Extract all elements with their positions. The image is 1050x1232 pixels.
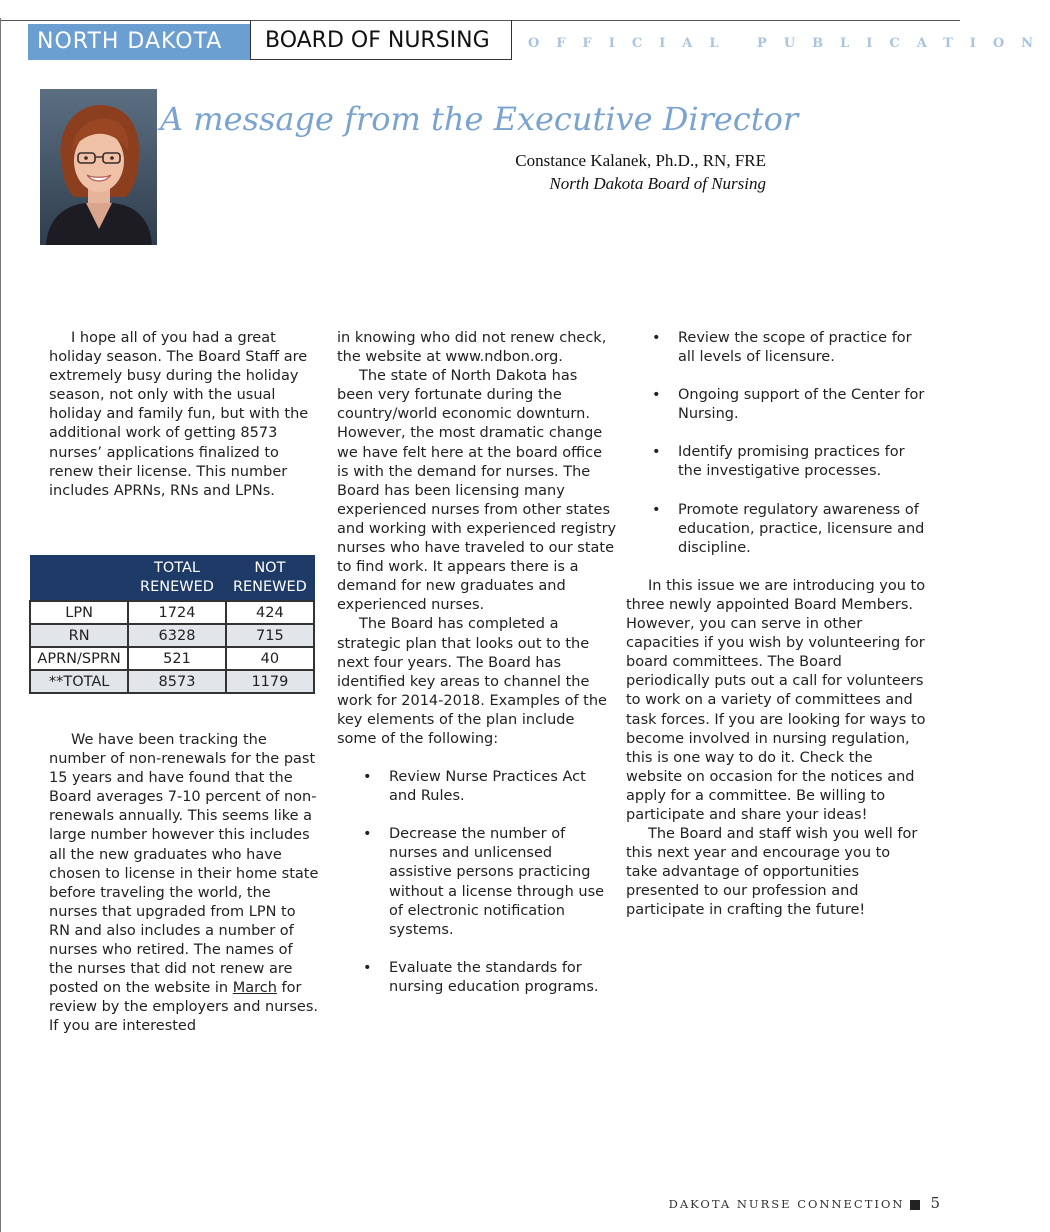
portrait-illustration [40,89,157,245]
list-item [626,501,926,558]
list-item-text: Promote regulatory awareness of education, practice, licensure and discipline. [678,501,925,556]
renewal-table [29,555,315,694]
article-title: A message from the Executive Director [160,100,799,138]
masthead-tagline: OFFICIAL PUBLICATION [528,36,1050,51]
paragraph-website: in knowing who did not renew check, the website at www.ndbon.org. [337,330,607,366]
bullet-icon: • [363,959,372,976]
list-item [337,825,617,940]
paragraph-nonrenewals-text: We have been tracking the number of non-renewals for the past 15 years and have found that the Board averages 7-10 percent of non-renewals annually. This seems like a large number however this includes all the new graduates who have chosen to license in their home state before traveling the world, the nurses that upgraded from LPN to RN and also includes a number of nurses who retired. The names of the nurses that did not renew are posted on the website in [49,732,319,997]
table-row [30,647,314,670]
table-row [30,601,314,624]
table-cell-license-type: **TOTAL [30,670,128,693]
bullet-icon: • [652,330,661,346]
table-header-blank [30,556,128,602]
list-item-text: Evaluate the standards for nursing education programs. [389,959,599,995]
table-cell-renewed: 1724 [128,601,226,624]
table-cell-not-renewed: 1179 [226,670,314,693]
list-item-text: Identify promising practices for the investigative processes. [678,444,905,480]
table-cell-not-renewed: 40 [226,647,314,670]
bullet-icon: • [652,387,661,404]
table-cell-license-type: LPN [30,601,128,624]
table-row [30,624,314,647]
publication-name: DAKOTA NURSE CONNECTION [668,1197,905,1211]
table-cell-renewed: 521 [128,647,226,670]
page-footer [640,1194,940,1212]
plan-list-1 [337,768,617,997]
table-cell-renewed: 6328 [128,624,226,647]
bullet-icon: • [652,444,661,461]
bullet-icon: • [363,826,372,843]
list-item [626,386,926,424]
page-number: 5 [930,1194,940,1212]
table-cell-not-renewed: 715 [226,624,314,647]
masthead-board: BOARD OF NURSING [250,20,512,60]
list-item [626,443,926,481]
list-item [337,768,617,806]
list-item-text: Ongoing support of the Center for Nursing. [678,387,925,423]
page-frame-left [0,18,1,1232]
march-link: March [232,980,277,997]
table-cell-not-renewed: 424 [226,601,314,624]
table-cell-license-type: RN [30,624,128,647]
paragraph-nonrenewals-end: for review by the employers and nurses. If you are interested [49,980,319,1035]
paragraph-intro: I hope all of you had a great holiday season. The Board Staff are extremely busy during the holiday season, not only with the usual holiday and family fun, but with the additional work of getting 8573 nurses’ applications finalized to renew their license. This number includes APRNs, RNs and LPNs. [49,330,309,499]
author-name: Constance Kalanek, Ph.D., RN, FRE [515,151,766,170]
table-header-total-renewed: TOTAL RENEWED [128,556,226,602]
article-byline [300,149,766,195]
author-portrait [40,89,157,245]
list-item-text: Review Nurse Practices Act and Rules. [389,769,586,805]
paragraph-economy: The state of North Dakota has been very fortunate during the country/world economic downturn. However, the most dramatic change we have felt here at the board office is with the demand for nurses. The Board has been licensing many experienced nurses from other states and working with experienced registry nurses who have traveled to our state to find work. It appears there is a demand for new graduates and experienced nurses. [337,368,617,614]
table-row-total [30,670,314,693]
paragraph-closing: The Board and staff wish you well for this next year and encourage you to take advantage of opportunities presented to our profession and participate in crafting the future! [626,826,918,919]
table-header-row [30,556,314,602]
paragraph-strategic-plan: The Board has completed a strategic plan that looks out to the next four years. The Board has identified key areas to channel the work for 2014-2018. Examples of the key elements of the plan include some of the following: [337,616,607,747]
author-organization: North Dakota Board of Nursing [549,174,766,193]
column-3 [626,329,926,921]
paragraph-new-members: In this issue we are introducing you to three newly appointed Board Members. However, you can serve in other capacities if you wish by volunteering for board committees. The Board periodically puts out a call for volunteers to work on a variety of committees and task forces. If you are looking for ways to become involved in nursing regulation, this is one way to do it. Check the website on occasion for the notices and apply for a committee. Be willing to participate and share your ideas! [626,577,926,823]
bullet-icon: • [363,769,372,786]
paragraph-nonrenewals [49,731,321,1037]
masthead-state: NORTH DAKOTA [28,24,250,60]
table-cell-license-type: APRN/SPRN [30,647,128,670]
list-item [626,329,926,367]
bullet-icon: • [652,501,661,518]
plan-list-2 [626,329,926,558]
square-separator-icon [910,1200,920,1210]
table-header-not-renewed: NOT RENEWED [226,556,314,602]
column-2 [337,329,617,1016]
table-cell-renewed: 8573 [128,670,226,693]
list-item-text: Review the scope of practice for all levels of licensure. [678,330,912,366]
list-item-text: Decrease the number of nurses and unlicensed assistive persons practicing without a license through use of electronic notification systems. [389,826,605,938]
list-item [337,959,617,997]
